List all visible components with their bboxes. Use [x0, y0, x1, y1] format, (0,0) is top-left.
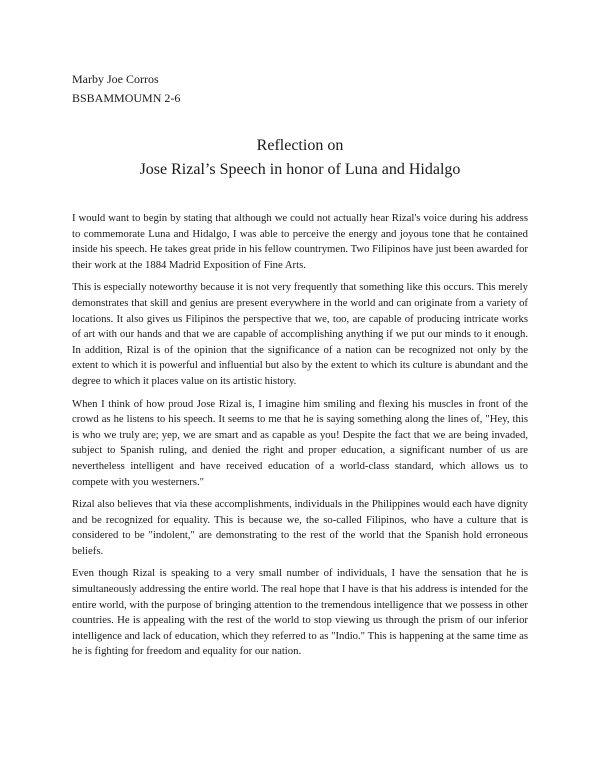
title-line-1: Reflection on — [256, 137, 344, 154]
paragraph-4: Rizal also believes that via these accomplishments, individuals in the Philippines would each have dignity and be recognized for equality. This is because we, the so-called Filipinos, who have a culture that is considered to be "indolent," are demonstrating to the rest of the world that the Spanish hold erroneous beliefs. — [72, 498, 528, 557]
title-line-2: Jose Rizal’s Speech in honor of Luna and Hidalgo — [139, 161, 461, 178]
document-title — [0, 134, 600, 182]
paragraph-5: Even though Rizal is speaking to a very small number of individuals, I have the sensation that he is simultaneously addressing the entire world. The real hope that I have is that his address is intended for the entire world, with the purpose of bringing attention to the tremendous intelligence that we possess in other countries. He is appealing with the rest of the world to stop viewing us through the prism of our inferior intelligence and lack of education, which they referred to as "Indio." This is happening at the same time as he is fighting for freedom and equality for our nation. — [72, 567, 528, 658]
author-name: Marby Joe Corros — [72, 72, 159, 86]
author-block — [72, 70, 180, 108]
paragraph-1: I would want to begin by stating that although we could not actually hear Rizal's voice during his address to commemorate Luna and Hidalgo, I was able to perceive the energy and joyous tone that he contained inside his speech. He takes great pride in his fellow countrymen. Two Filipinos have just been awarded for their work at the 1884 Madrid Exposition of Fine Arts. — [72, 212, 528, 271]
document-body — [72, 211, 528, 667]
paragraph-2: This is especially noteworthy because it is not very frequently that something like this occurs. This merely demonstrates that skill and genius are present everywhere in the world and can originate from a variety of locations. It also gives us Filipinos the perspective that we, too, are capable of producing intricate works of art with our hands and that we are capable of accomplishing anything if we put our minds to it enough. In addition, Rizal is of the opinion that the significance of a nation can be recognized not only by the extent to which it is powerful and influential but also by the extent to which its culture is abundant and the degree to which it places value on its artistic history. — [72, 281, 528, 387]
author-section: BSBAMMOUMN 2-6 — [72, 91, 181, 105]
paragraph-3: When I think of how proud Jose Rizal is, I imagine him smiling and flexing his muscles in front of the crowd as he listens to his speech. It seems to me that he is saying something along the lines of, "Hey, this is who we truly are; yep, we are smart and as capable as you! Despite the fact that we are being invaded, subject to Spanish ruling, and denied the right and proper education, a significant number of us are nevertheless intelligent and have received education of a world-class standard, which allows us to compete with you westerners." — [72, 397, 528, 488]
